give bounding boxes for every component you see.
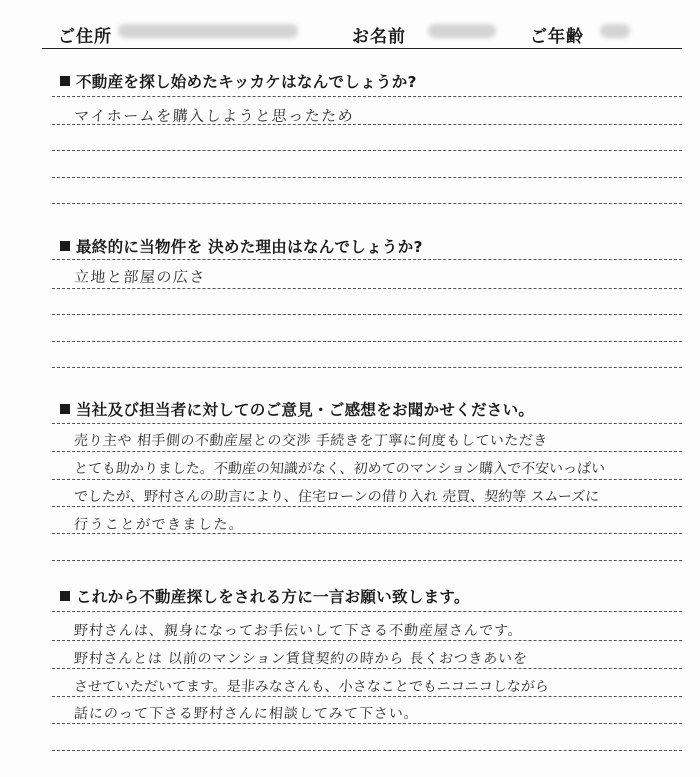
answer-line: 野村さんは、親身になってお手伝いして下さる不動産屋さんです。 (73, 623, 524, 639)
square-bullet-icon (60, 76, 70, 86)
answer-rule (52, 506, 682, 507)
address-label: ご住所 (58, 27, 112, 47)
answer-rule (52, 314, 682, 315)
answer-line: とても助かりました。不動産の知識がなく、初めてのマンション購入で不安いっぱい (73, 461, 606, 477)
answer-rule (52, 451, 682, 452)
square-bullet-icon (60, 241, 70, 251)
answer-rule (52, 668, 682, 669)
answer-rule (52, 696, 682, 697)
square-bullet-icon (60, 591, 70, 601)
answer-rule (52, 479, 682, 480)
answer-rule (52, 150, 682, 151)
answer-rule (52, 288, 682, 289)
answer-rule (52, 341, 682, 342)
section-heading: 不動産を探し始めたキッカケはなんでしょうか? (60, 70, 417, 92)
answer-line: でしたが、野村さんの助言により、住宅ローンの借り入れ 売買、契約等 スムーズに (73, 489, 600, 505)
answer-line: 売り主や 相手側の不動産屋との交渉 手続きを丁寧に何度もしていただき (73, 433, 549, 449)
address-redacted (118, 24, 298, 38)
age-label: ご年齢 (530, 27, 584, 47)
answer-line: 話にのって下さる野村さんに相談してみて下さい。 (73, 706, 420, 722)
answer-rule (52, 259, 682, 260)
answer-rule (52, 560, 682, 561)
answer-line: させていただいてます。是非みなさんも、小さなことでもニコニコしながら (73, 679, 550, 695)
answer-rule (52, 124, 682, 125)
answer-rule (52, 750, 682, 751)
answer-rule (52, 723, 682, 724)
name-label: お名前 (352, 27, 406, 47)
section-heading: 最終的に当物件を 決めた理由はなんでしょうか? (60, 235, 423, 257)
answer-rule (52, 203, 682, 204)
name-redacted (428, 24, 496, 38)
form-header (0, 0, 700, 50)
answer-line: 行うことができました。 (73, 517, 245, 533)
answer-rule (52, 423, 682, 424)
square-bullet-icon (60, 404, 70, 414)
answer-rule (52, 640, 682, 641)
answer-line: 野村さんとは 以前のマンション賃貸契約の時から 長くおつきあいを (73, 651, 529, 667)
answer-rule (52, 533, 682, 534)
header-underline (42, 48, 682, 49)
answer-rule (52, 611, 682, 612)
section-heading: これから不動産探しをされる方に一言お願い致します。 (60, 585, 470, 607)
answer-line: 立地と部屋の広さ (73, 268, 207, 286)
answer-line: マイホームを購入しようと思ったため (73, 107, 355, 125)
answer-rule (52, 367, 682, 368)
age-redacted (600, 24, 630, 38)
answer-rule (52, 177, 682, 178)
answer-rule (52, 96, 682, 97)
section-heading: 当社及び担当者に対してのご意見・ご感想をお聞かせください。 (60, 398, 534, 420)
